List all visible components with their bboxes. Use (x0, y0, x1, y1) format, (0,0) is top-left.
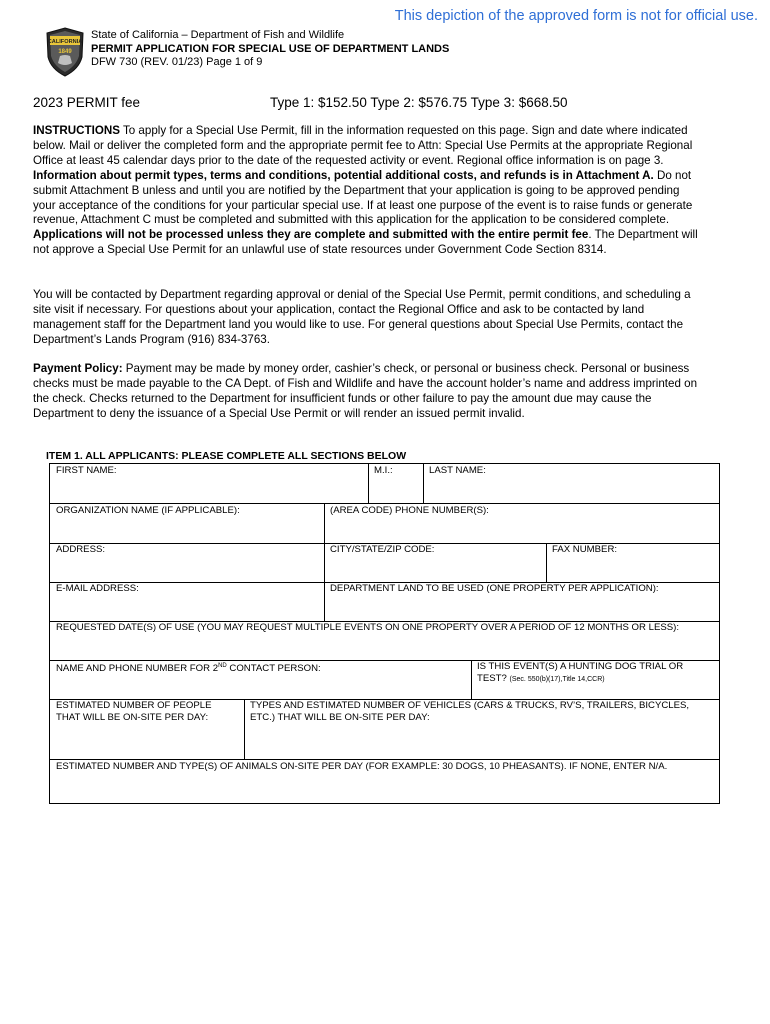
department-land-field[interactable] (324, 582, 721, 621)
organization-name-field[interactable] (50, 504, 324, 543)
payment-policy-paragraph (33, 362, 698, 422)
applicant-info-table (49, 463, 720, 804)
email-address-label: E-MAIL ADDRESS: (56, 583, 139, 594)
instructions-bold-1: Information about permit types, terms and conditions, potential additional costs, and refunds is in Attachment A. (33, 168, 654, 182)
email-address-field[interactable] (50, 582, 324, 621)
california-seal-logo (45, 27, 85, 77)
fax-number-label: FAX NUMBER: (552, 544, 618, 555)
middle-initial-label: M.I.: (374, 465, 393, 476)
form-number: DFW 730 (REV. 01/23) Page 1 of 9 (91, 56, 263, 68)
organization-name-label: ORGANIZATION NAME (IF APPLICABLE): (56, 505, 240, 516)
svg-text:1849: 1849 (58, 49, 72, 55)
instructions-heading: INSTRUCTIONS (33, 124, 120, 137)
middle-initial-field[interactable] (368, 464, 423, 503)
city-state-zip-label: CITY/STATE/ZIP CODE: (330, 544, 435, 555)
form-header (91, 29, 449, 70)
instructions-text-3: . The Department will not approve a Special Use Permit for an unlawful use of state resources under Government Code Section 8314. (33, 228, 698, 257)
animals-field[interactable] (50, 760, 721, 804)
instructions-text-1: To apply for a Special Use Permit, fill in the information requested on this page. Sign and date where indicated below. Mail or deliver the completed form and the appropriate permit fee to Attn: Special Use Permits at the appropriate Regional Office at least 45 calendar days prior to the date of the requested activity or event. Regional office information is on page 3. (33, 124, 693, 167)
instructions-bold-2: Applications will not be processed unless they are complete and submitted with the entire permit fee (33, 228, 589, 242)
phone-number-label: (AREA CODE) PHONE NUMBER(S): (330, 505, 489, 516)
instructions-text-2: Do not submit Attachment B unless and until you are notified by the Department that your application is going to be approved pending your acceptance of the conditions for your particular special use. If at least one purpose of the event is to raise funds or generate revenue, Attachment C must be completed and submitted with this application for the application to be considered complete. (33, 168, 693, 227)
agency-name: State of California – Department of Fish and Wildlife (91, 29, 345, 41)
vehicles-label: TYPES AND ESTIMATED NUMBER OF VEHICLES (CARS & TRUCKS, RV’S, TRAILERS, BICYCLES, ETC.) THAT WILL BE ON-SITE PER DAY: (250, 700, 690, 723)
first-name-field[interactable] (50, 464, 368, 503)
requested-dates-field[interactable] (50, 621, 721, 660)
last-name-field[interactable] (423, 464, 721, 503)
permit-fee-types: Type 1: $152.50 Type 2: $576.75 Type 3: $668.50 (270, 95, 568, 110)
contact-paragraph: You will be contacted by Department regarding approval or denial of the Special Use Permit, permit conditions, and scheduling a site visit if necessary. For questions about your application, contact the Regional Office and ask to be contacted by land management staff for the Department land you would like to use. For general questions about Special Use Permits, contact the Department’s Lands Program (916) 834-3763. (33, 288, 691, 346)
city-state-zip-field[interactable] (324, 543, 546, 582)
animals-label: ESTIMATED NUMBER AND TYPE(S) OF ANIMALS ON-SITE PER DAY (FOR EXAMPLE: 30 DOGS, 10 PHEASANTS). IF NONE, ENTER N/A. (56, 761, 668, 772)
address-label: ADDRESS: (56, 544, 106, 555)
fax-number-field[interactable] (546, 543, 721, 582)
permit-fee-label: 2023 PERMIT fee (33, 95, 141, 110)
hunting-dog-trial-field[interactable] (471, 660, 721, 699)
phone-number-field[interactable] (324, 504, 721, 543)
estimated-people-label: ESTIMATED NUMBER OF PEOPLE THAT WILL BE ON-SITE PER DAY: (56, 700, 212, 723)
instructions-paragraph (33, 124, 698, 258)
svg-text:CALIFORNIA: CALIFORNIA (47, 39, 83, 45)
item1-title: ITEM 1. ALL APPLICANTS: PLEASE COMPLETE ALL SECTIONS BELOW (46, 450, 407, 462)
second-contact-field[interactable] (50, 660, 471, 699)
first-name-label: FIRST NAME: (56, 465, 117, 476)
department-land-label: DEPARTMENT LAND TO BE USED (ONE PROPERTY PER APPLICATION): (330, 583, 659, 594)
hunting-dog-trial-reference: (Sec. 550(b)(17),Title 14,CCR) (509, 675, 605, 683)
form-title: PERMIT APPLICATION FOR SPECIAL USE OF DEPARTMENT LANDS (91, 42, 450, 55)
vehicles-field[interactable] (244, 699, 721, 759)
payment-policy-heading: Payment Policy: (33, 362, 123, 375)
second-contact-label: NAME AND PHONE NUMBER FOR 2ND CONTACT PERSON: (56, 663, 321, 675)
estimated-people-field[interactable] (50, 699, 244, 759)
address-field[interactable] (50, 543, 324, 582)
requested-dates-label: REQUESTED DATE(S) OF USE (YOU MAY REQUEST MULTIPLE EVENTS ON ONE PROPERTY OVER A PERIOD OF 12 MONTHS OR LESS): (56, 622, 680, 633)
not-official-banner: This depiction of the approved form is not for official use. (394, 8, 758, 24)
payment-policy-text: Payment may be made by money order, cashier’s check, or personal or business check. Personal or business checks must be made payable to the CA Dept. of Fish and Wildlife and have the account holder’s name and address imprinted on the check. Checks returned to the Department for insufficient funds or other failure to pay the amount due may cause the Department to deny the issuance of a Special Use Permit or will render an issued permit invalid. (33, 362, 698, 420)
last-name-label: LAST NAME: (429, 465, 486, 476)
hunting-dog-trial-label: IS THIS EVENT(S) A HUNTING DOG TRIAL OR TEST? (477, 661, 684, 684)
